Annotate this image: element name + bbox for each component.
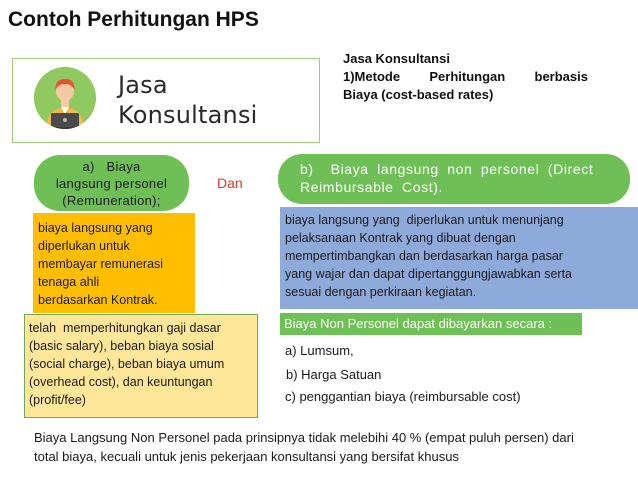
description-line: biaya langsung yang diperlukan untuk menunjang: [285, 213, 564, 227]
consultant-heading-line1: Jasa: [118, 71, 168, 99]
description-line: yang wajar dan dapat dipertanggungjawabkan serta: [285, 267, 573, 281]
method-info-word: berbasis: [534, 69, 588, 84]
method-info-line2: [343, 68, 588, 86]
description-line: membayar remunerasi: [38, 257, 164, 271]
description-line: biaya langsung yang: [38, 221, 153, 235]
method-info: [343, 50, 588, 104]
footnote-line2: total biaya, kecuali untuk jenis pekerjaan konsultansi yang bersifat khusus: [34, 449, 459, 464]
method-info-word: 1)Metode: [343, 69, 401, 84]
remuneration-components-note: [24, 314, 258, 418]
footnote-line1: Biaya Langsung Non Personel pada prinsipnya tidak melebihi 40 % (empat puluh persen) dari: [34, 430, 574, 445]
footnote: [34, 428, 634, 466]
payment-option: c) penggantian biaya (reimbursable cost): [285, 389, 521, 404]
payment-option: b) Harga Satuan: [286, 367, 382, 382]
personnel-cost-heading: [34, 155, 189, 211]
slide-title: Contoh Perhitungan HPS: [8, 8, 259, 31]
note-line: (profit/fee): [29, 393, 86, 407]
description-line: pelaksanaan Kontrak yang dibuat dengan: [285, 231, 516, 245]
note-line: telah memperhitungkan gaji dasar: [29, 321, 221, 335]
payment-method-label: Biaya Non Personel dapat dibayarkan secara :: [280, 313, 582, 335]
description-line: berdasarkan Kontrak.: [38, 293, 158, 307]
description-line: sesuai dengan perkiraan kegiatan.: [285, 285, 477, 299]
description-line: diperlukan untuk: [38, 239, 130, 253]
connector-label: Dan: [217, 175, 243, 191]
description-line: tenaga ahli: [38, 275, 100, 289]
method-info-line1: Jasa Konsultansi: [343, 51, 450, 66]
note-line: (basic salary), beban biaya sosial: [29, 339, 214, 353]
personnel-cost-heading-line3: (Remuneration);: [62, 193, 161, 208]
note-line: (overhead cost), dan keuntungan: [29, 375, 213, 389]
payment-option: a) Lumsum,: [285, 343, 354, 358]
note-line: (social charge), beban biaya umum: [29, 357, 225, 371]
non-personnel-cost-heading-line1: b) Biaya langsung non personel (Direct: [300, 161, 594, 177]
personnel-cost-heading-line1: a) Biaya: [82, 159, 141, 174]
personnel-cost-heading-line2: langsung personel: [55, 176, 168, 191]
personnel-cost-description: [33, 213, 195, 313]
non-personnel-cost-description: [280, 207, 638, 309]
consultant-heading: [118, 70, 258, 130]
method-info-word: Perhitungan: [429, 69, 506, 84]
consultant-heading-line2: Konsultansi: [118, 101, 258, 129]
non-personnel-cost-heading-line2: Reimbursable Cost).: [300, 179, 443, 195]
description-line: mempertimbangkan dan berdasarkan harga pasar: [285, 249, 563, 263]
consultant-person-laptop-icon: [34, 67, 96, 129]
method-info-line3: Biaya (cost-based rates): [343, 87, 494, 102]
non-personnel-cost-heading: [278, 154, 630, 204]
